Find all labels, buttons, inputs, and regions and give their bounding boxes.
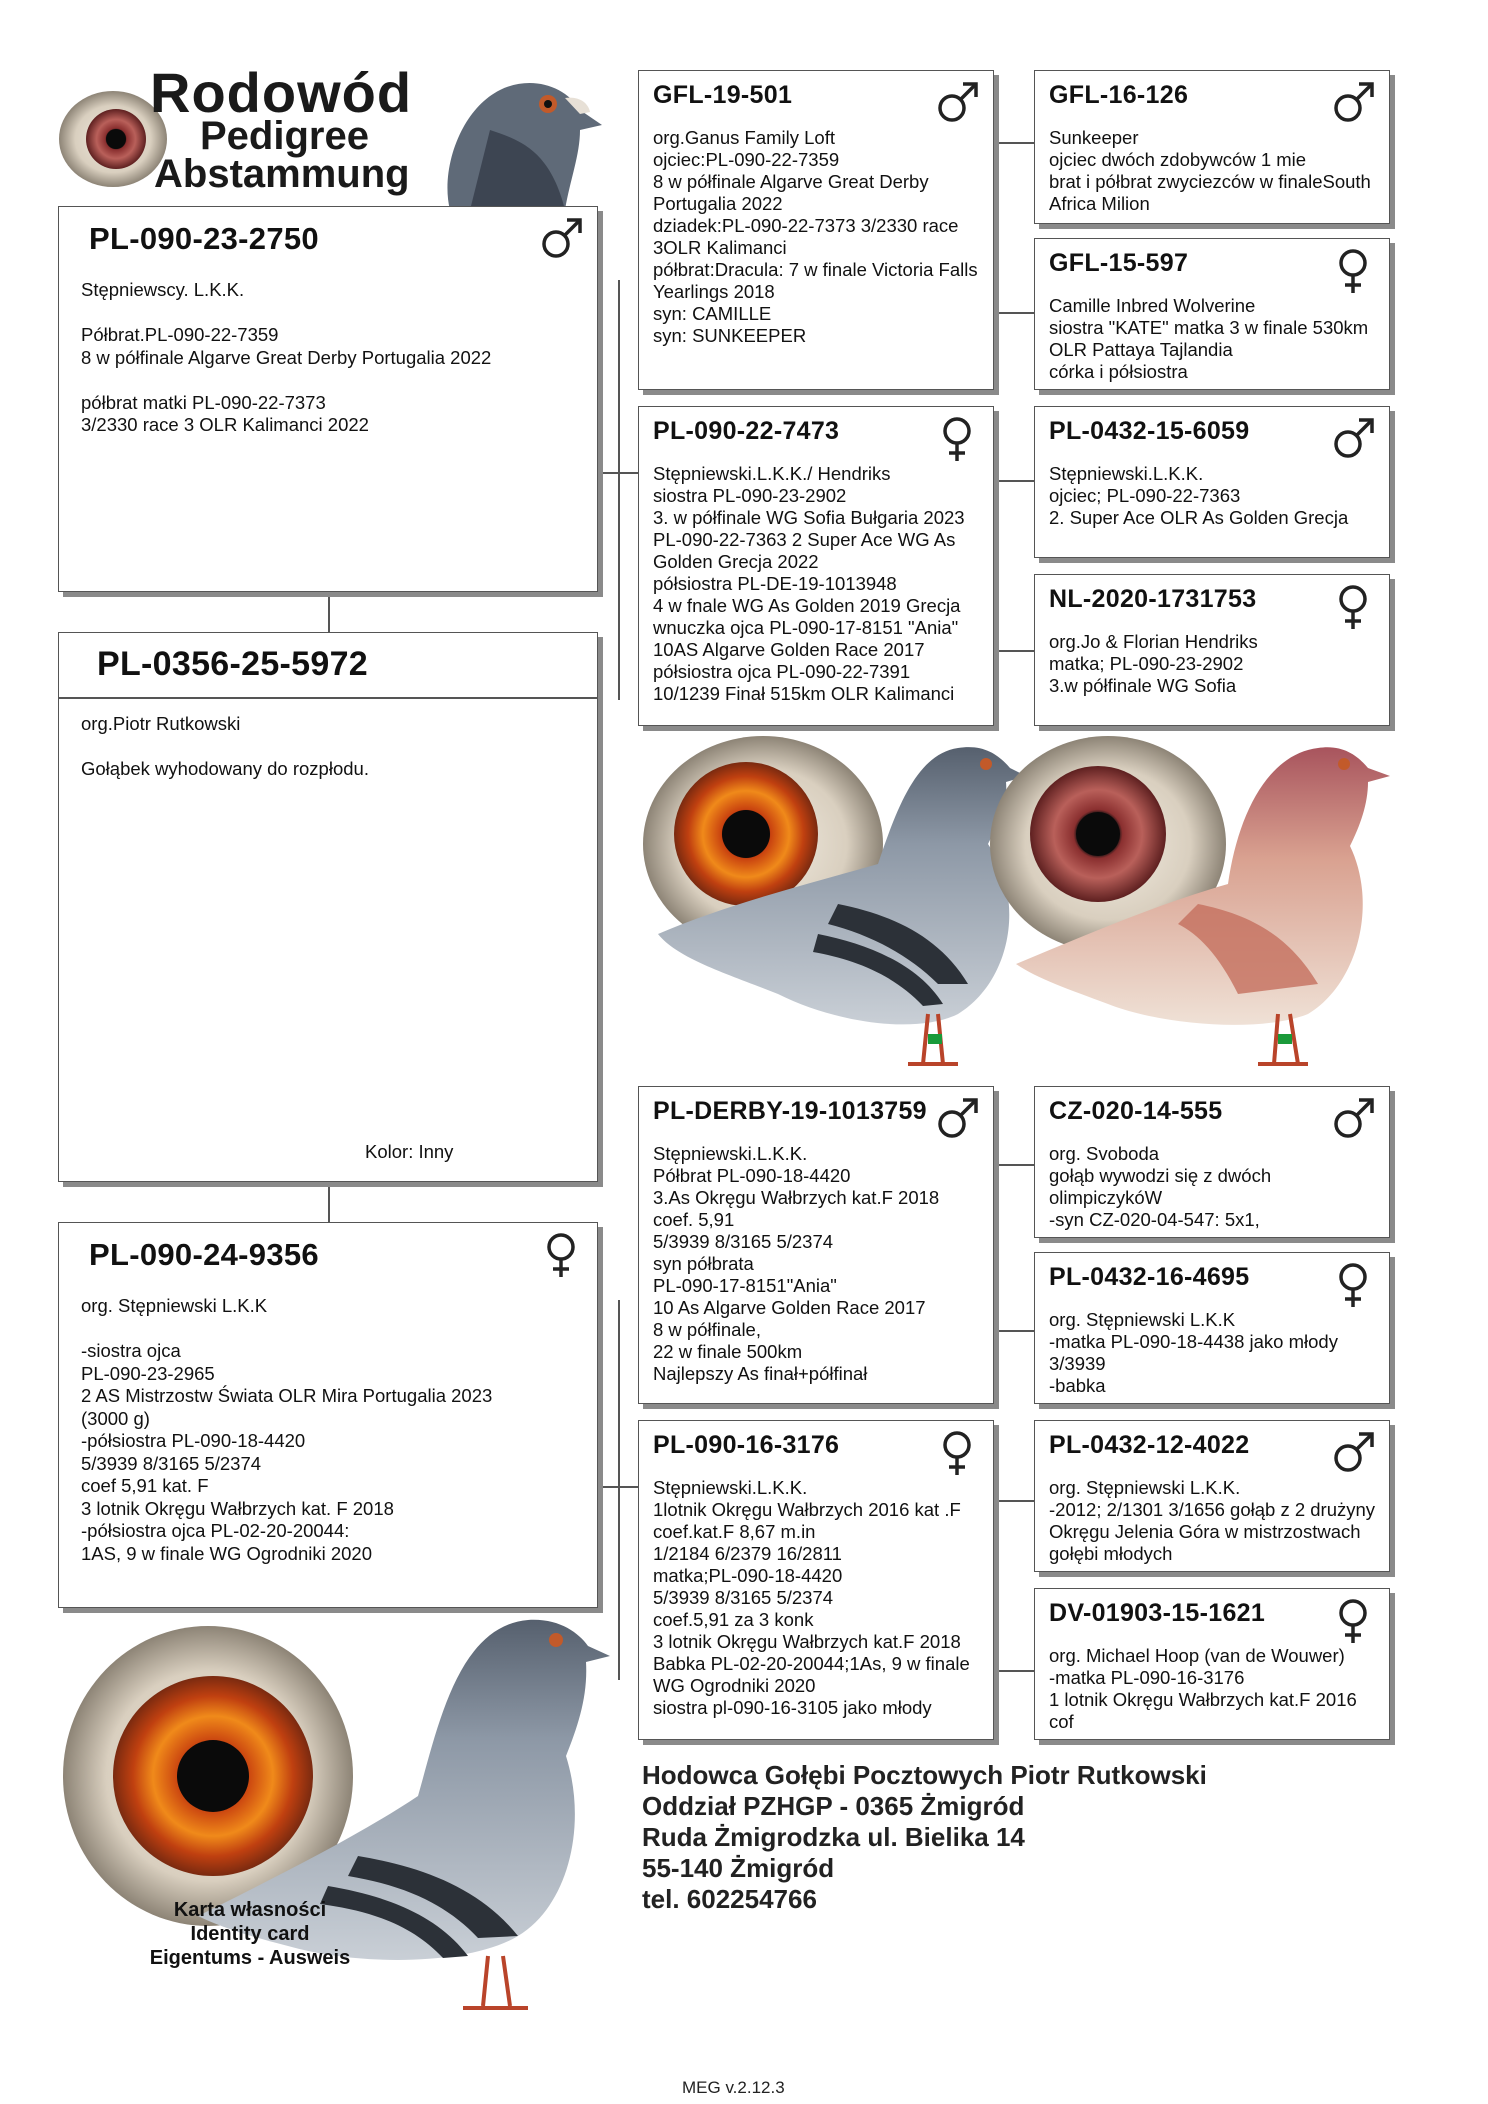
father-card [58, 206, 598, 592]
bird-description: org. Stępniewski L.K.K. -2012; 2/1301 3/1656 gołąb z 2 drużyny Okręgu Jelenia Góra w mistrzostwach gołębi młodych [1049, 1477, 1376, 1564]
header-pigeon-head [430, 70, 605, 210]
ring-number: DV-01903-15-1621 [1049, 1599, 1266, 1627]
male-symbol-icon [1329, 415, 1377, 463]
connector [618, 280, 620, 700]
identity-card-label: Karta własności Identity card Eigentums - Ausweis [149, 1899, 351, 1969]
connector [994, 1500, 1034, 1502]
male-symbol-icon [1329, 79, 1377, 127]
great-grandparent-card [1034, 406, 1390, 558]
ring-number: PL-090-16-3176 [653, 1431, 840, 1459]
ring-number: CZ-020-14-555 [1049, 1097, 1223, 1125]
owner-pigeon-photo [58, 1616, 618, 2036]
ring-number: PL-0432-16-4695 [1049, 1263, 1250, 1291]
mother-card [58, 1222, 598, 1608]
ring-number: PL-0432-15-6059 [1049, 417, 1250, 445]
parents-pigeon-photo [638, 734, 1398, 1084]
female-symbol-icon [537, 1231, 585, 1279]
page-subtitle-german: Abstammung [154, 152, 410, 196]
maternal-grandmother-card [638, 1420, 994, 1740]
connector [328, 592, 330, 632]
female-symbol-icon [933, 415, 981, 463]
connector [994, 1670, 1034, 1672]
bird-description: org.Piotr Rutkowski Gołąbek wyhodowany do rozpłodu. [81, 713, 369, 779]
main-bird-card [58, 632, 598, 1182]
ring-number: PL-DERBY-19-1013759 [653, 1097, 927, 1125]
connector [994, 142, 1034, 144]
connector [328, 1182, 330, 1222]
female-symbol-icon [1329, 583, 1377, 631]
connector [994, 1330, 1034, 1332]
bird-description: org.Jo & Florian Hendriks matka; PL-090-23-2902 3.w półfinale WG Sofia [1049, 631, 1258, 696]
ring-number: PL-0356-25-5972 [97, 645, 369, 683]
male-symbol-icon [933, 79, 981, 127]
male-symbol-icon [1329, 1095, 1377, 1143]
maternal-grandfather-card [638, 1086, 994, 1404]
bird-description: org.Ganus Family Loft ojciec:PL-090-22-7359 8 w półfinale Algarve Great Derby Portugalia 2022 dziadek:PL-090-22-7373 3/2330 race 3OLR Kalimanci półbrat:Dracula: 7 w finale Victoria Falls Yearlings 2018 syn: CAMILLE syn: SUNKEEPER [653, 127, 978, 346]
bird-description: org. Michael Hoop (van de Wouwer) -matka PL-090-16-3176 1 lotnik Okręgu Wałbrzych kat.F 2016 cof [1049, 1645, 1357, 1732]
connector [994, 650, 1034, 652]
ring-number: GFL-19-501 [653, 81, 793, 109]
connector [994, 312, 1034, 314]
ring-number: NL-2020-1731753 [1049, 585, 1257, 613]
bird-description: Stępniewski.L.K.K. 1lotnik Okręgu Wałbrzych 2016 kat .F coef.kat.F 8,67 m.in 1/2184 6/2379 16/2811 matka;PL-090-18-4420 5/3939 8/3165 5/2374 coef.5,91 za 3 konk 3 lotnik Okręgu Wałbrzych kat.F 2018 Babka PL-02-20-20044;1As, 9 w finale WG Ogrodniki 2020 siostra pl-090-16-3105 jako młody [653, 1477, 970, 1718]
bird-color: Kolor: Inny [365, 1141, 454, 1162]
ring-number: GFL-15-597 [1049, 249, 1189, 277]
great-grandparent-card [1034, 70, 1390, 224]
bird-description: org. Stępniewski L.K.K -siostra ojca PL-090-23-2965 2 AS Mistrzostw Świata OLR Mira Portugalia 2023 (3000 g) -półsiostra PL-090-18-4420 5/3939 8/3165 5/2374 coef 5,91 kat. F 3 lotnik Okręgu Wałbrzych kat. F 2018 -półsiostra ojca PL-02-20-20044: 1AS, 9 w finale WG Ogrodniki 2020 [81, 1295, 493, 1564]
bird-description: Stępniewski.L.K.K. Półbrat PL-090-18-4420 3.As Okręgu Wałbrzych kat.F 2018 coef. 5,91 5/3939 8/3165 5/2374 syn półbrata PL-090-17-8151"Ania" 10 As Algarve Golden Race 2017 8 w półfinale, 22 w finale 500km Najlepszy As finał+półfinał [653, 1143, 940, 1384]
ring-divider [59, 697, 597, 699]
connector [994, 1164, 1034, 1166]
male-symbol-icon [537, 215, 585, 263]
great-grandparent-card [1034, 1252, 1390, 1404]
female-symbol-icon [933, 1429, 981, 1477]
bird-description: Stępniewscy. L.K.K. Półbrat.PL-090-22-7359 8 w półfinale Algarve Great Derby Portugalia 2022 półbrat matki PL-090-22-7373 3/2330 race 3 OLR Kalimanci 2022 [81, 279, 492, 435]
paternal-grandmother-card [638, 406, 994, 726]
connector [994, 480, 1034, 482]
breeder-info: Hodowca Gołębi Pocztowych Piotr Rutkowski Oddział PZHGP - 0365 Żmigród Ruda Żmigrodzka ul. Bielika 14 55-140 Żmigród tel. 602254766 [642, 1760, 1207, 1914]
page-subtitle-english: Pedigree [200, 114, 369, 158]
bird-description: org. Svoboda gołąb wywodzi się z dwóch olimpiczykóW -syn CZ-020-04-547: 5x1, [1049, 1143, 1272, 1230]
bird-description: Stępniewski.L.K.K./ Hendriks siostra PL-090-23-2902 3. w półfinale WG Sofia Bułgaria 2023 PL-090-22-7363 2 Super Ace WG As Golden Grecja 2022 półsiostra PL-DE-19-1013948 4 w fnale WG As Golden 2019 Grecja wnuczka ojca PL-090-17-8151 "Ania" 10AS Algarve Golden Race 2017 półsiostra ojca PL-090-22-7391 10/1239 Finał 515km OLR Kalimanci [653, 463, 965, 704]
great-grandparent-card [1034, 574, 1390, 726]
ring-number: PL-090-24-9356 [89, 1237, 319, 1272]
female-symbol-icon [1329, 1261, 1377, 1309]
great-grandparent-card [1034, 1420, 1390, 1572]
female-symbol-icon [1329, 247, 1377, 295]
ring-number: PL-0432-12-4022 [1049, 1431, 1250, 1459]
ring-number: PL-090-23-2750 [89, 221, 319, 256]
male-symbol-icon [1329, 1429, 1377, 1477]
ring-number: GFL-16-126 [1049, 81, 1189, 109]
version-footer: MEG v.2.12.3 [682, 2078, 785, 2097]
bird-description: Sunkeeper ojciec dwóch zdobywców 1 mie brat i półbrat zwyciezców w finaleSouth Africa Milion [1049, 127, 1371, 214]
page-title: Rodowód [150, 61, 413, 124]
bird-description: Stępniewski.L.K.K. ojciec; PL-090-22-7363 2. Super Ace OLR As Golden Grecja [1049, 463, 1349, 528]
male-symbol-icon [933, 1095, 981, 1143]
great-grandparent-card [1034, 238, 1390, 390]
bird-description: org. Stępniewski L.K.K -matka PL-090-18-4438 jako młody 3/3939 -babka [1049, 1309, 1338, 1396]
great-grandparent-card [1034, 1086, 1390, 1238]
connector [618, 1300, 620, 1680]
bird-description: Camille Inbred Wolverine siostra "KATE" matka 3 w finale 530km OLR Pattaya Tajlandia córka i półsiostra [1049, 295, 1369, 382]
female-symbol-icon [1329, 1597, 1377, 1645]
great-grandparent-card [1034, 1588, 1390, 1740]
ring-number: PL-090-22-7473 [653, 417, 840, 445]
paternal-grandfather-card [638, 70, 994, 390]
